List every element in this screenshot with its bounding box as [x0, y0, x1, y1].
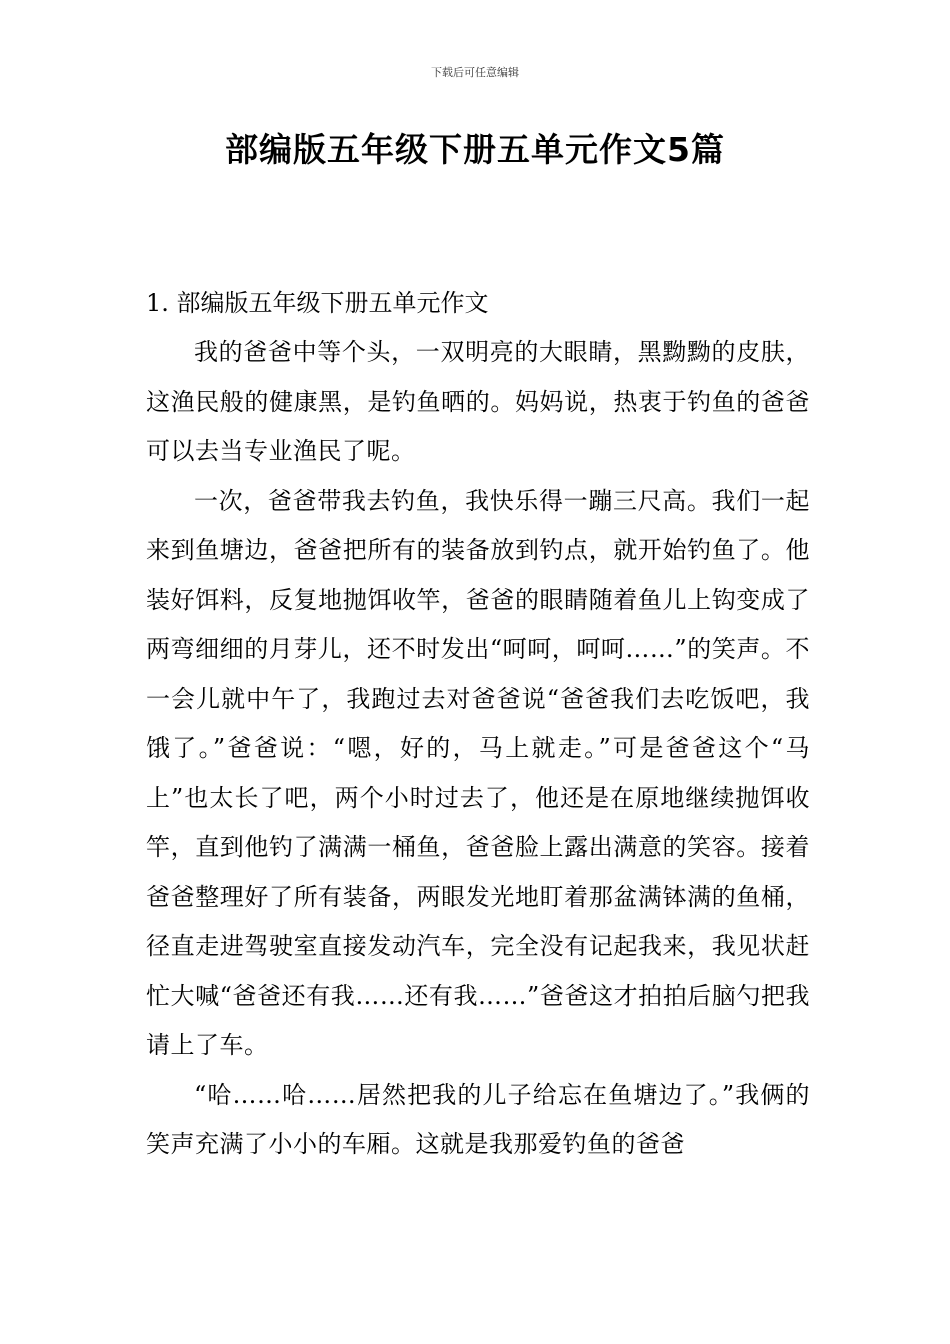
header-note: 下载后可任意编辑: [431, 66, 519, 79]
document-title: 部编版五年级下册五单元作文5篇: [225, 130, 725, 169]
section-heading: 1. 部编版五年级下册五单元作文: [146, 289, 489, 317]
paragraph-2: 一次，爸爸带我去钓鱼，我快乐得一蹦三尺高。我们一起来到鱼塘边，爸爸把所有的装备放到钓点，就开始钓鱼了。他装好饵料，反复地抛饵收竿，爸爸的眼睛随着鱼儿上钩变成了两弯细细的月芽儿，还不时发出“呵呵，呵呵……”的笑声。不一会儿就中午了，我跑过去对爸爸说“爸爸我们去吃饭吧，我饿了。”爸爸说：“嗯，好的，马上就走。”可是爸爸这个“马上”也太长了吧，两个小时过去了，他还是在原地继续抛饵收竿，直到他钓了满满一桶鱼，爸爸脸上露出满意的笑容。接着爸爸整理好了所有装备，两眼发光地盯着那盆满钵满的鱼桶，径直走进驾驶室直接发动汽车，完全没有记起我来，我见状赶忙大喊“爸爸还有我……还有我……”爸爸这才拍拍后脑勺把我请上了车。: [146, 486, 810, 1059]
paragraph-1: 我的爸爸中等个头，一双明亮的大眼睛，黑黝黝的皮肤，这渔民般的健康黑，是钓鱼晒的。妈妈说，热衷于钓鱼的爸爸可以去当专业渔民了呢。: [146, 338, 810, 465]
document-body: [146, 278, 810, 1170]
paragraph-3: “哈……哈……居然把我的儿子给忘在鱼塘边了。”我俩的笑声充满了小小的车厢。这就是我那爱钓鱼的爸爸: [146, 1080, 810, 1158]
